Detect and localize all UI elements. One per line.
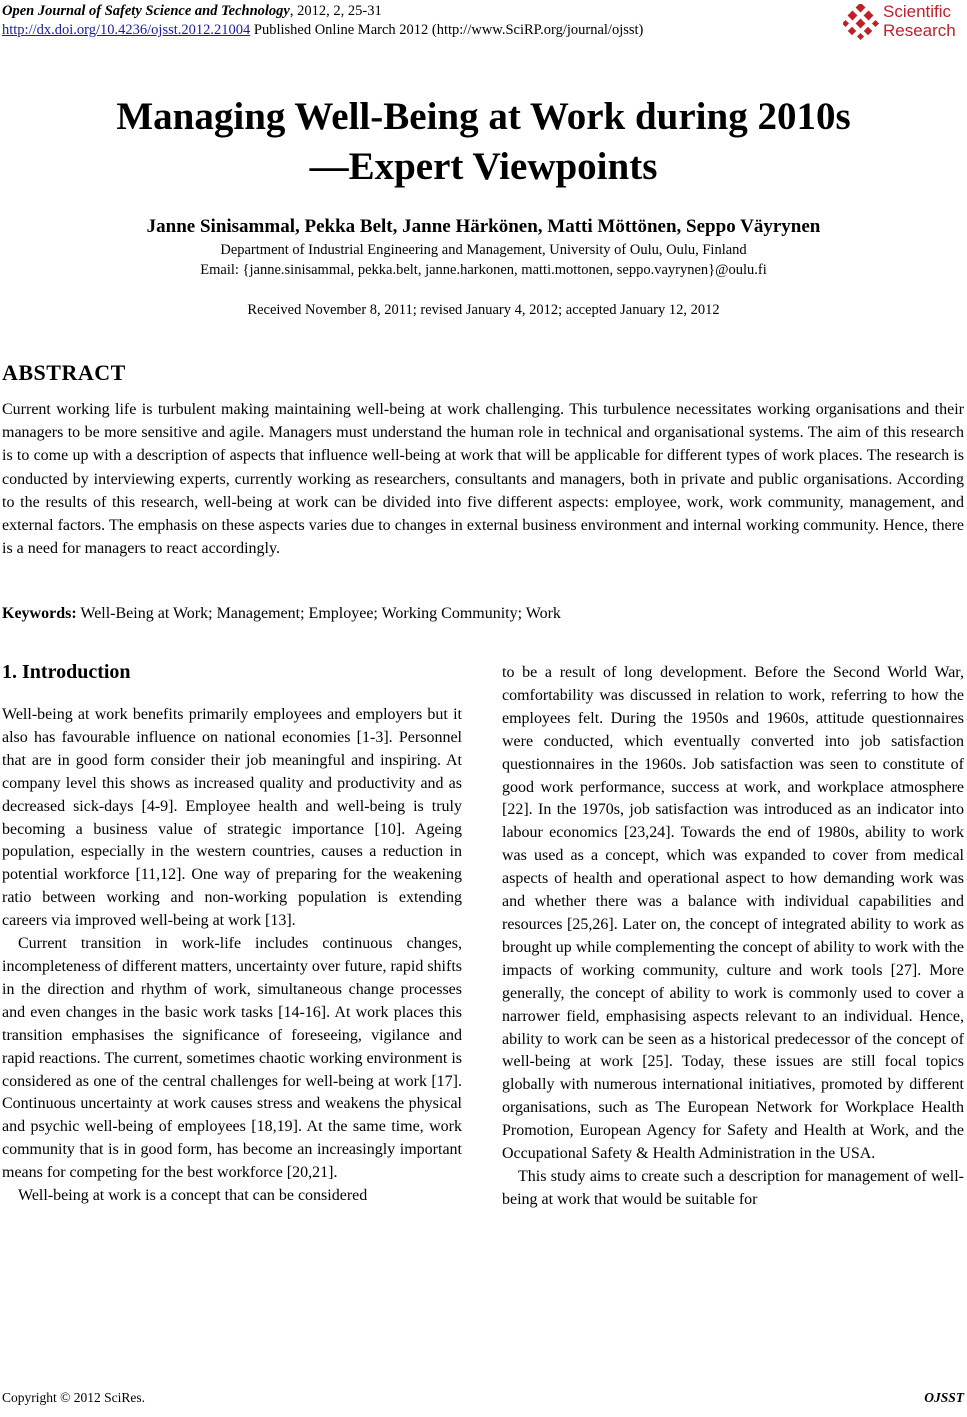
left-column [2, 704, 462, 1208]
logo-wordmark [883, 2, 956, 40]
doi-line [2, 21, 643, 40]
published-note: Published Online March 2012 (http://www.SciRP.org/journal/ojsst) [250, 22, 644, 38]
author-list: Janne Sinisammal, Pekka Belt, Janne Härkönen, Matti Möttönen, Seppo Väyrynen [146, 216, 821, 237]
title-line-2: —Expert Viewpoints [309, 145, 658, 188]
section-heading: 1. Introduction [2, 661, 131, 683]
journal-name: Open Journal of Safety Science and Technology [2, 3, 290, 19]
logo-line-1: Scientific [883, 2, 952, 21]
keywords-text: Well-Being at Work; Management; Employee; Working Community; Work [76, 605, 561, 622]
affiliation-block [0, 240, 967, 280]
article-title [0, 92, 967, 192]
author-emails: Email: {janne.sinisammal, pekka.belt, janne.harkonen, matti.mottonen, seppo.vayrynen}@oulu.fi [200, 262, 767, 278]
affiliation: Department of Industrial Engineering and Management, University of Oulu, Oulu, Finland [220, 242, 747, 258]
paragraph: to be a result of long development. Before the Second World War, comfortability was discussed in relation to work, referring to how the employees felt. During the 1950s and 1960s, attitude questionnaires were conducted, which eventually converted into job satisfaction questionnaires in the 1960s. Job satisfaction was seen to constitute of good work performance, success at work, and workplace atmosphere [22]. In the 1970s, job satisfaction was introduced as an indicator into labour economics [23,24]. Towards the end of 1980s, ability to work was used as a concept, which was expanded to cover from medical aspects of health and operational aspect to how demanding work was and whether there was a balance with individual capabilities and resources [25,26]. Later on, the concept of integrated ability to work as brought up while complementing the concept of ability to work with the impacts of working community, culture and work tools [27]. More generally, the concept of ability to work is commonly used to cover a narrower field, emphasising aspects relevant to an individual. Hence, ability to work can be seen as a historical predecessor of the concept of well-being at work [25]. Today, these issues are still focal topics globally with numerous international initiatives, promoted by different organisations, such as The European Network for Workplace Health Promotion, European Agency for Safety and Health at Work, and the Occupational Safety & Health Administration in the USA. [502, 664, 964, 1163]
paragraph: Well-being at work is a concept that can be considered [18, 1187, 368, 1205]
journal-header [2, 2, 643, 40]
doi-link[interactable]: http://dx.doi.org/10.4236/ojsst.2012.21004 [2, 22, 251, 38]
paragraph: This study aims to create such a description for management of well-being at work that would be suitable for [502, 1167, 964, 1208]
keywords-label: Keywords: [2, 605, 77, 622]
keywords-line [2, 605, 561, 623]
copyright-notice: Copyright © 2012 SciRes. [2, 1390, 146, 1405]
journal-citation [2, 2, 643, 21]
received-dates: Received November 8, 2011; revised January 4, 2012; accepted January 12, 2012 [247, 302, 720, 318]
abstract-text: Current working life is turbulent making maintaining well-being at work challenging. This turbulence necessitates working organisations and their managers to be more sensitive and agile. Managers must understand the human role in technical and organisational systems. The aim of this research is to come up with a description of aspects that influence well-being at work that will be applicable for different types of work places. The research is conducted by interviewing experts, currently working as researchers, consultants and managers, both in private and public organisations. According to the results of this research, well-being at work can be divided into five different aspects: employee, work, work community, management, and external factors. The emphasis on these aspects varies due to changes in external business environment and internal working community. Hence, there is a need for managers to react accordingly. [2, 401, 964, 558]
scientific-research-logo-icon [843, 4, 879, 40]
paragraph: Current transition in work-life includes continuous changes, incompleteness of different matters, uncertainty over future, rapid shifts in the direction and rhythm of work, simultaneous change processes and even changes in the basic work tasks [14-16]. At work places this transition emphasises the significance of foreseeing, vigilance and rapid reactions. The current, sometimes chaotic working environment is considered as one of the central challenges for well-being at work [17]. Continuous uncertainty at work causes stress and weakens the physical and psychic well-being of employees [18,19]. At the same time, work community that is in good form, has become an increasingly important means for competing for the best workforce [20,21]. [2, 935, 463, 1182]
journal-abbreviation: OJSST [924, 1390, 964, 1405]
paragraph: Well-being at work benefits primarily employees and employers but it also has favourable influence on national economies [1-3]. Personnel that are in good form consider their job meaningful and inspiring. At company level this shows as increased quality and productivity and as decreased sick-days [4-9]. Employee health and well-being is truly becoming a business value of strategic importance [10]. Ageing population, especially in the western countries, causes a reduction in potential workforce [11,12]. One way of preparing for the weakening ratio between working and non-working population is extending careers via improved well-being at work [13]. [2, 706, 462, 930]
abstract-heading: ABSTRACT [2, 360, 126, 385]
journal-volume: , 2012, 2, 25-31 [289, 3, 382, 19]
right-column [502, 662, 964, 1212]
publisher-logo [843, 2, 963, 42]
title-line-1: Managing Well-Being at Work during 2010s [116, 95, 851, 138]
logo-line-2: Research [883, 21, 956, 40]
